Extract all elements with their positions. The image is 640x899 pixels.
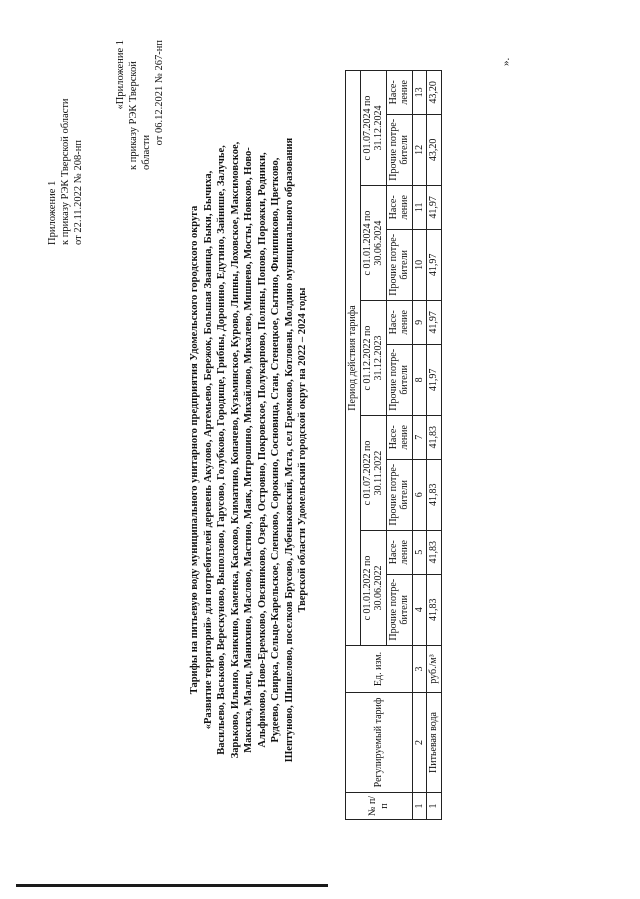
title-line: Тарифы на питьевую воду муниципального унитарного предприятия Удомельского городского округа xyxy=(189,205,200,695)
consumer-population: Насе-ление xyxy=(386,416,412,460)
col-number: 2 xyxy=(412,693,427,793)
tariff-value: 41,83 xyxy=(427,574,442,645)
title-line: Максиха, Малец, Манихино, Масловo, Мастино, Маяк, Митрошино, Михайлово, Михалево, Мишнево, Мосты, Новково, Ново- xyxy=(243,147,254,753)
consumer-population: Насе-ление xyxy=(386,71,412,115)
period-1: с 01.01.2022 по 30.06.2022 xyxy=(360,531,386,646)
tariff-value: 41,97 xyxy=(427,301,442,345)
tariff-value: 41,97 xyxy=(427,186,442,230)
title-line: Васильево, Васьково, Верескуново, Выползово, Гарусово, Голубково, Городище, Грибны, Доронино, Едутино, Зайнише, Залучье, xyxy=(216,145,227,755)
col-number: 9 xyxy=(412,301,427,345)
row-number: 1 xyxy=(427,793,442,820)
period-3: с 01.12.2022 по 31.12.2023 xyxy=(360,301,386,416)
tariff-value: 41,83 xyxy=(427,531,442,575)
col-number: 4 xyxy=(412,574,427,645)
row-tariff-name: Питьевая вода xyxy=(427,693,442,793)
col-number: 5 xyxy=(412,531,427,575)
tariff-value: 41,83 xyxy=(427,459,442,530)
appendix-current-line: к приказу РЭК Тверской области xyxy=(60,98,71,245)
period-5: с 01.07.2024 по 31.12.2024 xyxy=(360,71,386,186)
tariff-value: 41,97 xyxy=(427,344,442,415)
tariff-value: 43,20 xyxy=(427,114,442,185)
header-row-1 xyxy=(346,71,361,820)
title-line: Зарьково, Ильино, Казикино, Каменка, Касково, Климатино, Копачево, Кузьминское, Курово, Липны, Лоховское, Максимовское, xyxy=(229,141,241,759)
col-number: 7 xyxy=(412,416,427,460)
header-unit: Ед. изм. xyxy=(346,646,413,693)
closing-quote-mark: ». xyxy=(500,57,512,66)
rotated-content xyxy=(20,40,620,860)
col-number: 12 xyxy=(412,114,427,185)
title-line: Рудеево, Свирка, Сельцо-Карельское, Слепково, Сорокино, Сосновица, Стан, Стенецкое, Сытино, Филипиково, Цветково, xyxy=(270,157,281,743)
title-line: Тверской области Удомельский городской округ на 2022 – 2024 годы xyxy=(297,287,308,613)
col-number: 13 xyxy=(412,71,427,115)
row-unit: руб./м³ xyxy=(427,646,442,693)
period-2: с 01.07.2022 по 30.11.2022 xyxy=(360,416,386,531)
tariff-value: 43,20 xyxy=(427,71,442,115)
table-row xyxy=(427,71,442,820)
title-line: Шептуново, Шишелово, поселков Брусово, Лубеньковский, Мста, сел Еремково, Котлован, Молдино муниципального образования xyxy=(283,137,295,763)
header-period: Период действия тарифа xyxy=(346,71,361,646)
col-number: 6 xyxy=(412,459,427,530)
appendix-original-line: от 06.12.2021 № 267-нп xyxy=(154,40,165,146)
column-number-row xyxy=(412,71,427,820)
appendix-original-line: «Приложение 1 xyxy=(115,40,126,110)
scan-edge-line xyxy=(16,884,328,887)
document-title xyxy=(188,40,310,860)
header-tariff: Регулируемый тариф xyxy=(346,693,413,793)
appendix-original xyxy=(114,40,166,170)
consumer-other: Прочие потре-бители xyxy=(386,574,412,645)
consumer-population: Насе-ление xyxy=(386,531,412,575)
col-number: 1 xyxy=(412,793,427,820)
consumer-population: Насе-ление xyxy=(386,301,412,345)
header-no: № п/п xyxy=(346,793,413,820)
period-4: с 01.01.2024 по 30.06.2024 xyxy=(360,186,386,301)
title-line: «Развитие территорий» для потребителей деревень Акулово, Артемьево, Бережок, Большая Званица, Быки, Бычиха, xyxy=(202,170,214,730)
appendix-current-line: Приложение 1 xyxy=(47,180,58,245)
col-number: 11 xyxy=(412,186,427,230)
consumer-other: Прочие потре-бители xyxy=(386,344,412,415)
col-number: 8 xyxy=(412,344,427,415)
title-line: Альфимово, Ново-Еремково, Овсяниково, Озера, Островно, Покровское, Полукарпово, Поляны, Попово, Порожки, Родники, xyxy=(256,152,268,748)
appendix-original-line: к приказу РЭК Тверской области xyxy=(128,61,152,170)
tariff-table xyxy=(345,70,442,820)
appendix-current xyxy=(46,98,85,245)
col-number: 3 xyxy=(412,646,427,693)
consumer-other: Прочие потре-бители xyxy=(386,459,412,530)
tariff-value: 41,97 xyxy=(427,229,442,300)
consumer-population: Насе-ление xyxy=(386,186,412,230)
col-number: 10 xyxy=(412,229,427,300)
consumer-other: Прочие потре-бители xyxy=(386,114,412,185)
consumer-other: Прочие потре-бители xyxy=(386,229,412,300)
appendix-current-line: от 22.11.2022 № 208-нп xyxy=(73,140,84,245)
tariff-value: 41,83 xyxy=(427,416,442,460)
